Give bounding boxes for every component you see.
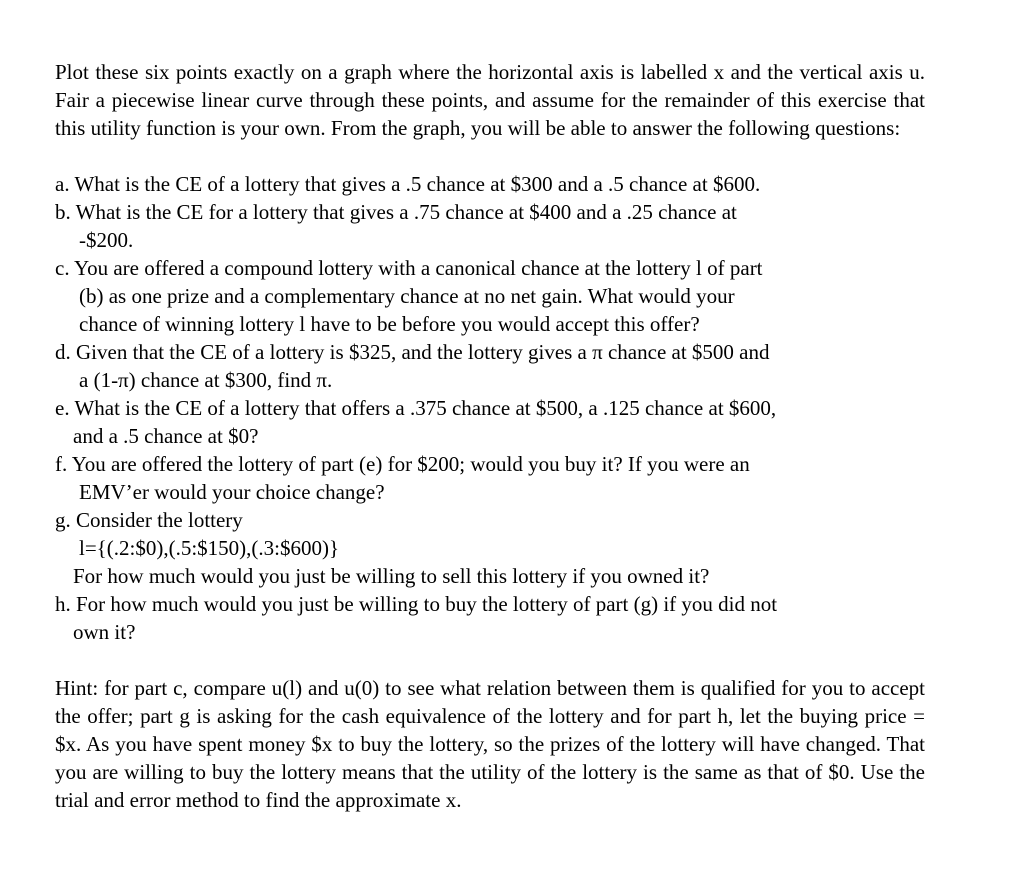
- question-line: For how much would you just be willing to sell this lottery if you owned it?: [73, 564, 710, 588]
- question-d: [55, 338, 925, 394]
- hint-line: Hint: for part c, compare u(l) and u(0) to see what relation between them is qualified for: [55, 676, 806, 700]
- hint-paragraph: [55, 674, 925, 814]
- question-c: [55, 254, 925, 338]
- question-line: g. Consider the lottery: [55, 508, 243, 532]
- lottery-definition: l={(.2:$0),(.5:$150),(.3:$600)}: [79, 536, 340, 560]
- hint-line: h, let the buying price = $x. As you have spent money $x to buy the lottery, so the prizes of: [55, 704, 925, 756]
- question-b: [55, 198, 925, 254]
- question-line: c. You are offered a compound lottery with a canonical chance at the lottery l of part: [55, 256, 763, 280]
- question-line: f. You are offered the lottery of part (e) for $200; would you buy it? If you were an: [55, 452, 750, 476]
- question-line: own it?: [73, 620, 136, 644]
- question-line: b. What is the CE for a lottery that gives a .75 chance at $400 and a .25 chance at: [55, 200, 737, 224]
- intro-line: vertical axis u. Fair a piecewise linear curve through these points, and assume for the: [55, 60, 926, 112]
- hint-line: x.: [445, 788, 462, 812]
- question-line: a. What is the CE of a lottery that gives a .5 chance at $300 and a .5 chance at $600.: [55, 172, 761, 196]
- question-line: chance of winning lottery l have to be before you would accept this offer?: [79, 312, 700, 336]
- question-line: a (1-π) chance at $300, find π.: [79, 368, 333, 392]
- question-line: (b) as one prize and a complementary chance at no net gain. What would your: [79, 284, 735, 308]
- question-a: [55, 170, 925, 198]
- question-line: e. What is the CE of a lottery that offers a .375 chance at $500, a .125 chance at $600,: [55, 396, 777, 420]
- intro-line: be able to answer the following questions:: [545, 116, 901, 140]
- question-g: [55, 506, 925, 590]
- intro-line: remainder of this exercise that this utility function is your own. From the graph, you will: [55, 88, 925, 140]
- question-line: and a .5 chance at $0?: [73, 424, 259, 448]
- question-f: [55, 450, 925, 506]
- question-line: d. Given that the CE of a lottery is $325, and the lottery gives a π chance at $500 and: [55, 340, 770, 364]
- intro-line: Plot these six points exactly on a graph where the horizontal axis is labelled x and the: [55, 60, 794, 84]
- hint-line: you to accept the offer; part g is asking for the cash equivalence of the lottery and for part: [55, 676, 926, 728]
- question-e: [55, 394, 925, 450]
- question-line: h. For how much would you just be willing to buy the lottery of part (g) if you did not: [55, 592, 778, 616]
- document-body: [55, 58, 925, 814]
- hint-line: of the lottery is the same as that of $0. Use the trial and error method to find the approximate: [55, 760, 925, 812]
- question-line: EMV’er would your choice change?: [79, 480, 385, 504]
- hint-line: the lottery will have changed. That you are willing to buy the lottery means that the utility: [55, 732, 926, 784]
- question-list: [55, 170, 925, 646]
- question-line: -$200.: [79, 228, 134, 252]
- intro-paragraph: [55, 58, 925, 142]
- question-h: [55, 590, 925, 646]
